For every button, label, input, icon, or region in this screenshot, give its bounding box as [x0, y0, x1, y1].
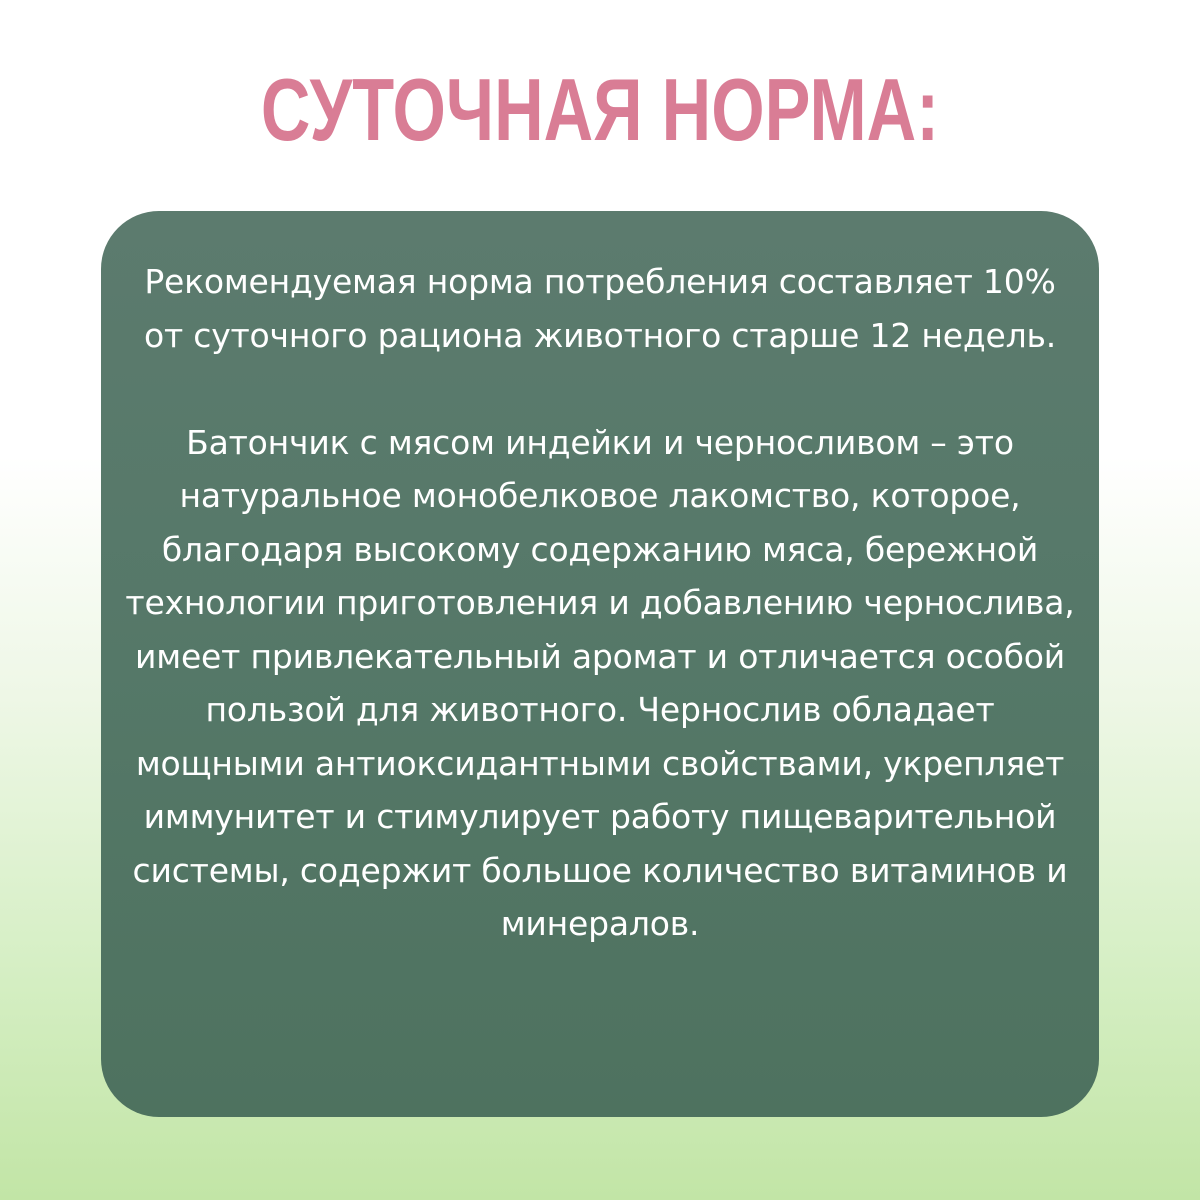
description-paragraph: Батончик с мясом индейки и черносливом – это натуральное монобелковое лакомство, которое, благодаря высокому содержанию мяса, бережной технологии приготовления и добавлению чернослива, имеет привлекательный аромат и отличается особой пользой для животного. Чернослив обладает мощными антиоксидантными свойствами, укрепляет иммунитет и стимулирует работу пищеварительной системы, содержит большое количество витаминов и минералов. — [125, 422, 1075, 943]
recommendation-paragraph: Рекомендуемая норма потребления составляет 10% от суточного рациона животного старше 12 недель. — [143, 262, 1057, 355]
info-card — [101, 211, 1099, 1117]
page-title: СУТОЧНАЯ НОРМА: — [260, 60, 940, 159]
